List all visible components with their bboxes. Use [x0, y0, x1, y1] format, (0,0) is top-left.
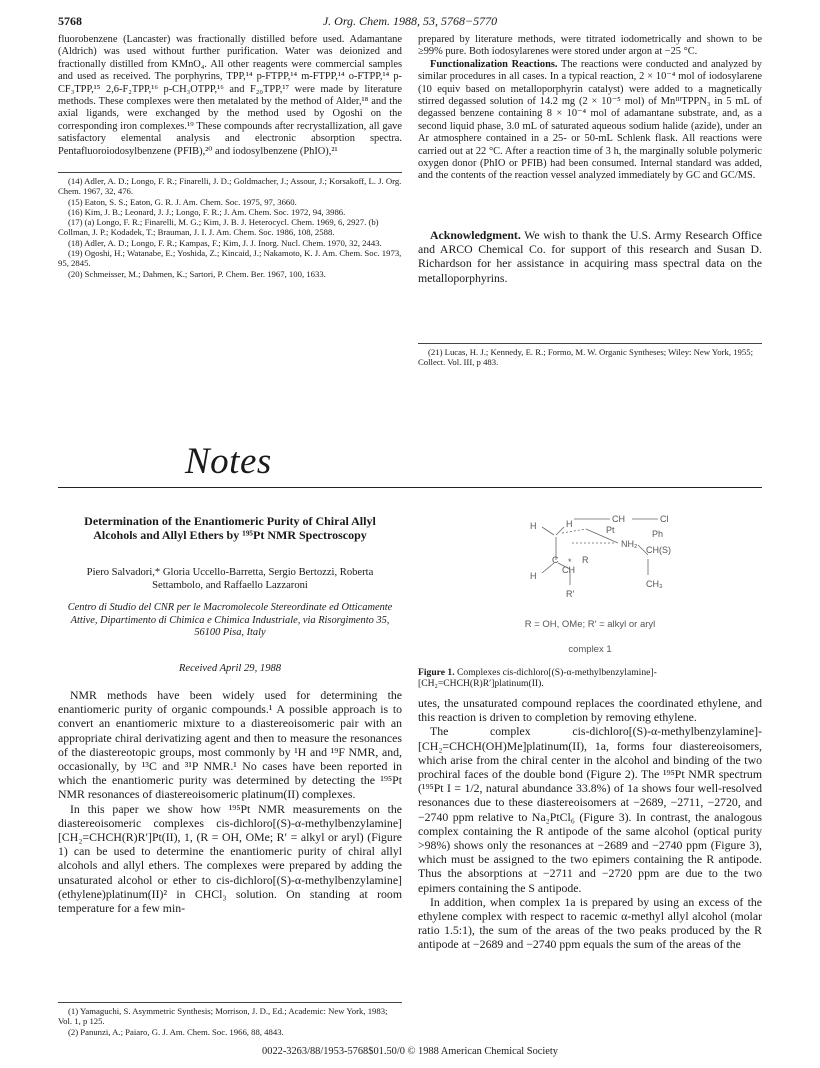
atom-label: CH(S) — [646, 545, 671, 555]
prev-left-footnotes — [58, 176, 402, 279]
acknowledgment — [418, 228, 762, 285]
figure-caption — [418, 667, 762, 690]
body-paragraph: The complex cis-dichloro[(S)-α-methylbenzylamine]-[CH₂=CHCH(OH)Me]platinum(II), 1a, forms four diastereoisomers, which arise from the chiral center in the alcohol and binding of the two prochiral faces of the double bond (Figure 2). The ¹⁹⁵Pt NMR spectrum (¹⁹⁵Pt I = 1/2, natural abundance 33.8%) of 1a shows four well-resolved resonances due to these diastereoisomers at −2689, −2711, −2720, and −2740 ppm relative to Na₂PtCl₆ (Figure 3). In contrast, the analogous complex containing the R antipode of the same alcohol (optical purity >98%) shows only the resonances at −2689 and −2740 ppm (Figure 3), which must be assigned to the two epimers containing the R antipode. Thus the absorptions at −2711 and −2720 ppm are due to the two epimers containing the S antipode. — [418, 724, 762, 895]
authors: Piero Salvadori,* Gloria Uccello-Barretta, Sergio Bertozzi, Roberta Settambolo, and Raffaello Lazzaroni — [86, 567, 374, 591]
body-paragraph: In addition, when complex 1a is prepared by using an excess of the ethylene complex with respect to racemic α-methyl allyl alcohol (molar ratio 1.5:1), the sum of the areas of the two peaks produced by the R antipode at −2689 and −2740 ppm equals the sum of the areas of the — [418, 894, 762, 952]
article-left-body — [58, 688, 402, 915]
footnote: (18) Adler, A. D.; Longo, F. R.; Kampas, F.; Kim, J. J. Inorg. Nucl. Chem. 1970, 32, 2443. — [68, 237, 382, 248]
figure-caption-label: Figure 1. — [418, 667, 455, 678]
atom-label: CH₃ — [646, 579, 663, 589]
atom-label: H — [530, 571, 537, 581]
figure-label: complex 1 — [568, 644, 612, 655]
footnote: (1) Yamaguchi, S. Asymmetric Synthesis; Morrison, J. D., Ed.; Academic: New York, 1983; Vol. 1, p 125. — [58, 1006, 388, 1027]
acknowledgment-text: We wish to thank the U.S. Army Research Office and ARCO Chemical Co. for support of this research and Susan D. Richardson for her assistance in acquiring mass spectral data on the metalloporphyrins. — [418, 228, 762, 285]
figure-caption-text: Complexes cis-dichloro[(S)-α-methylbenzylamine]-[CH₂=CHCH(R)R′]platinum(II). — [418, 667, 657, 690]
atom-label: R — [582, 555, 589, 565]
article-left-footnotes — [58, 1006, 402, 1037]
atom-label: CH — [562, 565, 575, 575]
article-title: Determination of the Enantiomeric Purity of Chiral Allyl Alcohols and Allyl Ethers by ¹⁹⁵Pt NMR Spectroscopy — [84, 514, 376, 542]
footer: 0022-3263/88/1953-5768$01.50/0 © 1988 American Chemical Society — [262, 1046, 558, 1057]
atom-label: CH — [612, 514, 625, 524]
atom-label: R′ — [566, 589, 575, 599]
page-number: 5768 — [58, 14, 82, 28]
footnote: (20) Schmeisser, M.; Dahmen, K.; Sartori, P. Chem. Ber. 1967, 100, 1633. — [68, 268, 326, 279]
body-paragraph: In this paper we show how ¹⁹⁵Pt NMR measurements on the diastereoisomeric complexes cis-dichloro[(S)-α-methylbenzylamine][CH₂=CHCH(R)R′]Pt(II), 1, (R = OH, OMe; R′ = alkyl or aryl) (Figure 1) can be used to determine the enantiomeric purity of chiral allyl alcohols and allyl ethers. The complexes were prepared by adding the unsaturated alcohol or ether to cis-dichloro[(S)-α-methylbenzylamine](ethylene)platinum(II)² in CHCl₃ solution. On standing at room temperature for a few min- — [58, 801, 402, 916]
atom-label: H — [530, 521, 537, 531]
body-paragraph: utes, the unsaturated compound replaces the coordinated ethylene, and this reaction is driven to completion by removing ethylene. — [418, 696, 762, 725]
footnote-rule — [58, 1002, 402, 1003]
prev-left-column — [58, 34, 402, 158]
figure-legend: R = OH, OMe; R′ = alkyl or aryl — [524, 619, 656, 630]
prev-right-paragraph: prepared by literature methods, were titrated iodometrically and shown to be ≥99% pure. Both iodosylarenes were stored under argon at −25 °C. — [418, 34, 762, 58]
functionalization-heading: Functionalization Reactions. — [430, 58, 558, 70]
acknowledgment-heading: Acknowledgment. — [430, 228, 521, 242]
functionalization-paragraph — [418, 59, 762, 183]
footnote: (16) Kim, J. B.; Leonard, J. J.; Longo, F. R.; J. Am. Chem. Soc. 1972, 94, 3986. — [68, 206, 346, 217]
atom-label: NH₂ — [621, 539, 638, 549]
complex-structure-figure — [418, 505, 762, 665]
section-rule — [58, 487, 762, 488]
atom-label: Ph — [652, 529, 664, 539]
journal-citation: J. Org. Chem. 1988, 53, 5768−5770 — [322, 14, 498, 28]
footnote: (15) Eaton, S. S.; Eaton, G. R. J. Am. Chem. Soc. 1975, 97, 3660. — [68, 196, 297, 207]
atom-label: H — [566, 519, 573, 529]
body-paragraph: NMR methods have been widely used for determining the enantiomeric purity of organic compounds.¹ A possible approach is to convert an enantiomeric mixture to a diastereoisomeric pair with an appropriate chiral derivatizing agent and then to measure the resonances of the diastereotopic groups, most commonly by ¹H and ¹⁹F NMR, and, occasionally, by ¹³C and ³¹P NMR.¹ No cases have been reported in which the enantiomeric purity was determined by detecting the ¹⁹⁵Pt NMR resonances of diastereoisomeric platinum(II) complexes. — [58, 688, 402, 802]
prev-right-column — [418, 34, 762, 183]
footnote-rule — [58, 172, 402, 173]
section-title: Notes — [185, 441, 272, 482]
footnote: (21) Lucas, H. J.; Kennedy, E. R.; Formo, M. W. Organic Syntheses; Wiley: New York, 1955; Collect. Vol. III, p 483. — [418, 347, 754, 368]
footnote: (14) Adler, A. D.; Longo, F. R.; Finarelli, J. D.; Goldmacher, J.; Assour, J.; Korsakoff, L. J. Org. Chem. 1967, 32, 476. — [58, 176, 402, 197]
received-date: Received April 29, 1988 — [178, 663, 282, 674]
footnote-rule — [418, 343, 762, 344]
atom-label: C — [552, 555, 559, 565]
affiliation: Centro di Studio del CNR per le Macromolecole Stereordinate ed Otticamente Attive, Dipartimento di Chimica e Chimica Industriale, via Risorgimento 35, 56100 Pisa, Italy — [67, 602, 393, 639]
prev-right-footnotes — [418, 347, 762, 368]
structure-atoms — [530, 514, 671, 599]
functionalization-text: The reactions were conducted and analyzed by similar procedures in all cases. In a typical reaction, 2 × 10⁻⁴ mol of iodosylarene (10 equiv based on metalloporphyrin catalyst) were added to a magnetically stirred degassed solution of 14.2 mg (2 × 10⁻⁵ mol) of MnᴵᴵᴵTPPN₃ in 5 mL of degassed benzene containing 8 × 10⁻⁴ mol of adamantane substrate, and, as a second liquid phase, 3.0 mL of saturated aqueous sodium halide (azide), under an Ar atmosphere contained in a 25- or 50-mL Schlenk flask. All reactions were carried out at 22 °C. After a reaction time of 3 h, the marginally soluble polymeric oxygen donor (PhIO or PFIB) had been consumed. Internal standard was added, and the contents of the reaction vessel analyzed immediately by GC and GC/MS. — [418, 58, 762, 182]
atom-label: Pt — [606, 525, 615, 535]
structure-bonds — [542, 519, 658, 585]
prev-left-paragraph: fluorobenzene (Lancaster) was fractionally distilled before used. Adamantane (Aldrich) was used without further purification. Water was deionized and fractionally distilled from KMnO₄. All other reagents were commercial samples and used as received. The porphyrins, TPP,¹⁴ p-FTPP,¹⁴ m-FTPP,¹⁴ o-FTPP,¹⁴ p-CF₃TPP,¹⁵ 2,6-F₂TPP,¹⁶ p-CH₃OTPP,¹⁶ and F₂₀TPP,¹⁷ were made by literature methods. These complexes were then metalated by the method of Alder,¹⁸ and the axial ligands, were exchanged by the method used by Ogoshi on the corresponding iron complexes.¹⁹ These compounds after recrystallization, all gave satisfactory elemental analysis and electronic absorption spectra. Pentafluoroiodosylbenzene (PFIB),²⁰ and iodosylbenzene (PhIO),²¹ — [58, 34, 402, 157]
article-right-body — [418, 696, 762, 952]
atom-label: Cl — [660, 514, 669, 524]
footnote: (17) (a) Longo, F. R.; Finarelli, M. G.; Kim, J. B. J. Heterocycl. Chem. 1969, 6, 2927. (b) Collman, J. P.; Kodadek, T.; Brauman, J. I. J. Am. Chem. Soc. 1986, 108, 2588. — [58, 217, 379, 238]
atom-label: * — [568, 557, 572, 567]
footnote: (19) Ogoshi, H.; Watanabe, E.; Yoshida, Z.; Kincaid, J.; Nakamoto, K. J. Am. Chem. Soc. 1973, 95, 2845. — [58, 248, 402, 269]
footnote: (2) Panunzi, A.; Paiaro, G. J. Am. Chem. Soc. 1966, 88, 4843. — [68, 1026, 284, 1037]
